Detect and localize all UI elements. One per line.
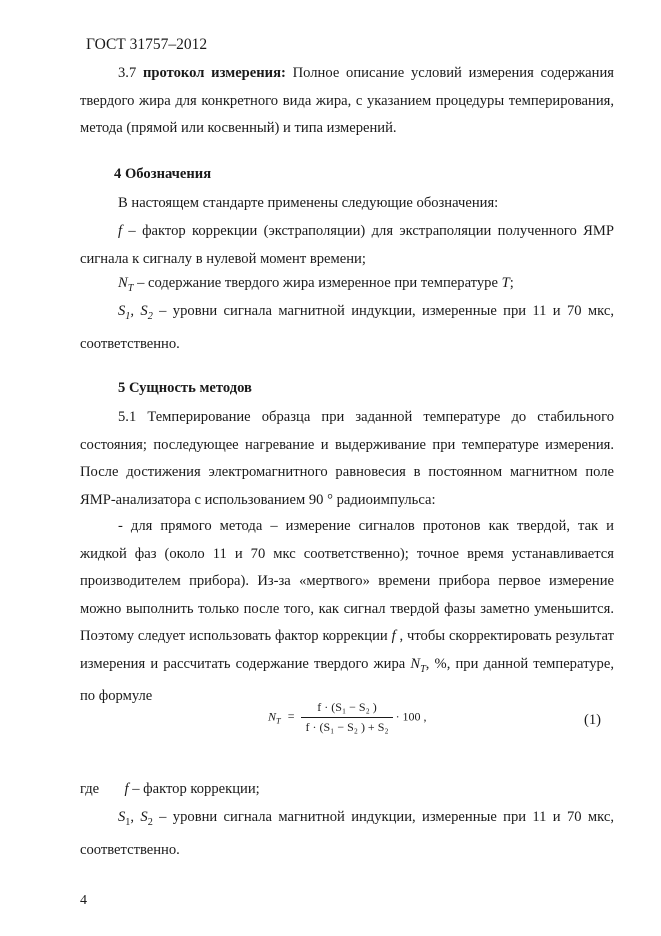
symbol-t: T	[501, 275, 510, 291]
clause-number: 3.7	[118, 65, 137, 81]
symbol-n-subscript: T	[127, 282, 134, 294]
formula-lhs: N	[268, 709, 277, 724]
where-symbol-s1: S	[118, 809, 126, 825]
symbol-nt-text: – содержание твердого жира измеренное при температуре	[137, 275, 498, 291]
symbol-n: N	[118, 275, 128, 291]
where-s-text: – уровни сигнала магнитной индукции, измеренные при 11 и 70 мкс, соответственно.	[80, 809, 614, 858]
direct-method-paragraph	[80, 513, 614, 711]
term-title: протокол измерения:	[143, 65, 286, 81]
formula-factor: · 100 ,	[395, 709, 427, 724]
where-word: где	[80, 781, 100, 797]
symbol-f-text: – фактор коррекции (экстраполяции) для экстраполяции полученного ЯМР сигнала к сигналу в нулевой момент времени;	[80, 223, 615, 267]
symbol-s-definition	[80, 298, 614, 358]
standard-header: ГОСТ 31757–2012	[86, 36, 208, 53]
formula-number: (1)	[584, 712, 602, 728]
symbol-nt-end: ;	[509, 275, 514, 291]
formula-1	[268, 700, 427, 735]
symbol-s-text: – уровни сигнала магнитной индукции, измеренные при 11 и 70 мкс, соответственно.	[80, 303, 614, 352]
where-s-line	[80, 804, 614, 864]
symbol-s1-subscript: 1	[125, 310, 131, 322]
where-f-text: – фактор коррекции;	[132, 781, 260, 797]
page-number: 4	[80, 893, 87, 908]
direct-method-text-c: , %, при данной температуре, по формуле	[80, 655, 614, 705]
symbol-f: f	[118, 223, 123, 239]
direct-method-text-a: - для прямого метода – измерение сигналов протонов как твердой, так и жидкой фаз (около 11 и 70 мкс соответственно); точное время устанавливается производителем прибора). Из-за «мертвого» времени прибора первое измерение можно выполнить только после того, как сигнал твердой фазы заметно уменьшится. Поэтому следует использовать фактор коррекции	[80, 518, 614, 645]
section-4-intro: В настоящем стандарте применены следующие обозначения:	[118, 195, 499, 211]
formula-denominator: f · (S₁ − S₂ ) + S₂	[305, 720, 389, 734]
symbol-s2: S	[140, 303, 148, 319]
definition-text: Полное описание условий измерения содержания твердого жира для конкретного вида жира, с указанием процедуры темперирования, метода (прямой или косвенный) и типа измерений.	[80, 65, 614, 137]
symbol-n-inline-subscript: T	[420, 663, 426, 675]
symbol-comma: ,	[130, 303, 135, 319]
where-symbol-f: f	[124, 781, 129, 797]
section-4-heading: 4 Обозначения	[114, 166, 212, 182]
where-symbol-s2-subscript: 2	[147, 816, 153, 828]
symbol-n-inline: N	[410, 655, 421, 672]
where-comma: ,	[130, 809, 135, 825]
where-symbol-s2: S	[140, 809, 148, 825]
where-symbol-s1-subscript: 1	[125, 816, 131, 828]
direct-method-text-b: , чтобы скорректировать результат измерения и рассчитать содержание твердого жира	[80, 628, 614, 672]
symbol-f-inline: f	[391, 628, 396, 645]
symbol-s1: S	[118, 303, 126, 319]
formula-lhs-subscript: T	[276, 716, 281, 726]
formula-fraction	[301, 700, 392, 735]
symbol-s2-subscript: 2	[147, 310, 153, 322]
section-5-heading: 5 Сущность методов	[118, 380, 252, 396]
formula-equals: =	[287, 709, 295, 724]
formula-numerator: f · (S₁ − S₂ )	[301, 700, 392, 718]
where-f-line	[80, 776, 614, 804]
definition-3-7	[80, 60, 614, 143]
symbol-f-definition	[80, 218, 614, 273]
clause-5-1: 5.1 Темперирование образца при заданной температуре до стабильного состояния; последующее нагревание и выдерживание при температуре измерения. После достижения электромагнитного равновесия в постоянном магнитном поле ЯМР-анализатора с использованием 90 ° радиоимпульса:	[80, 409, 614, 508]
